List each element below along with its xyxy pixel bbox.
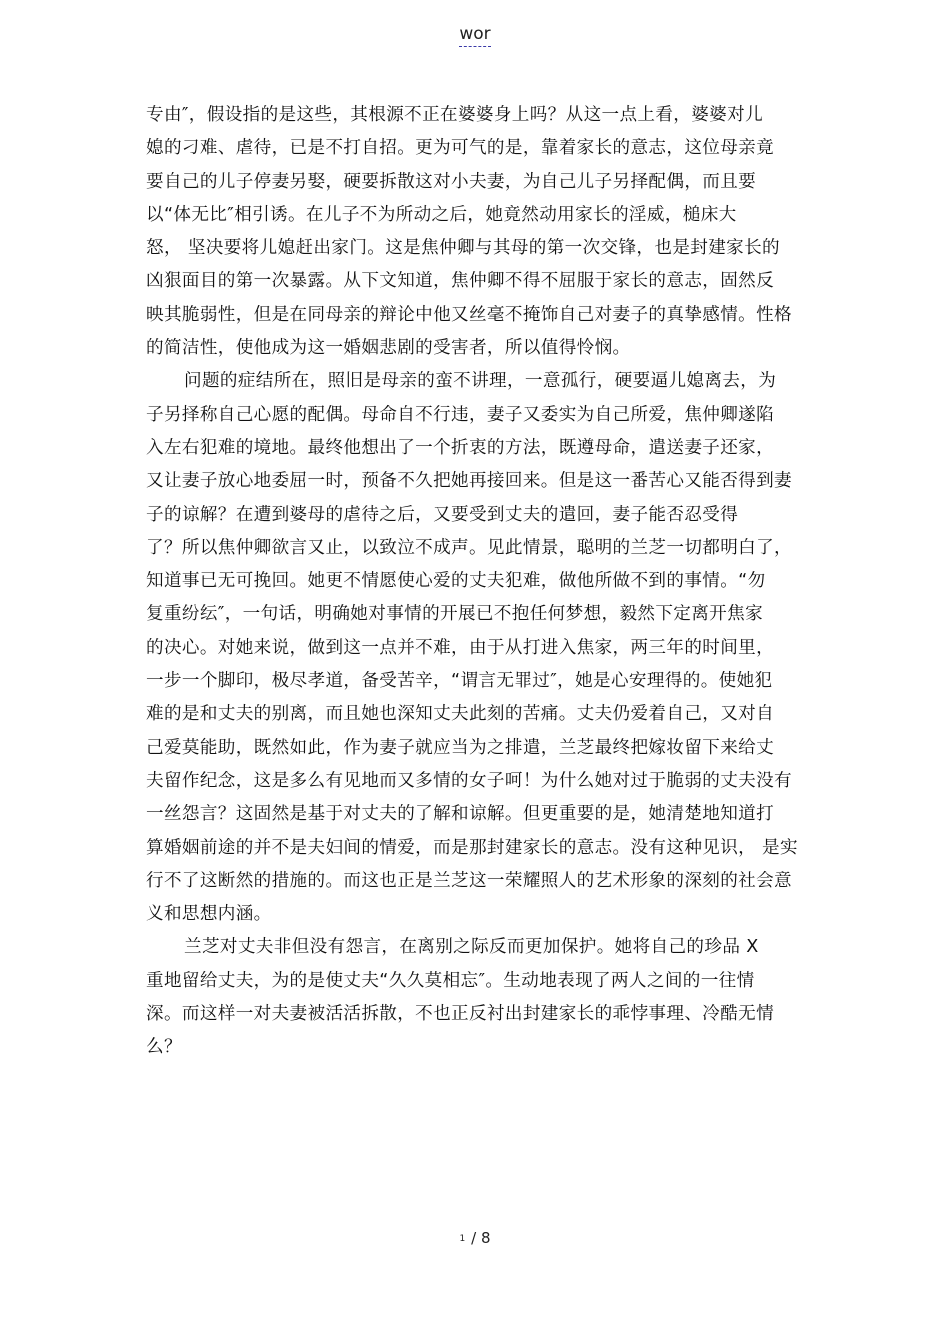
- text-line: 己爱莫能助，既然如此，作为妻子就应当为之排遣，兰芝最终把嫁妆留下来给丈: [146, 737, 775, 758]
- header-text: wor: [459, 24, 490, 47]
- text-line: 么？: [146, 1037, 182, 1058]
- text-line: 义和思想内涵。: [146, 904, 272, 925]
- text-line: 要自己的儿子停妻另娶，硬要拆散这对小夫妻，为自己儿子另择配偶，而且要: [146, 171, 757, 192]
- text-line: 映其脆弱性，但是在同母亲的辩论中他又丝毫不掩饰自己对妻子的真挚感情。性格: [146, 304, 792, 325]
- text-line: 子另择称自己心愿的配偶。母命自不行违，妻子又委实为自己所爱，焦仲卿遂陷: [146, 404, 775, 425]
- text-line: 以“体无比″相引诱。在儿子不为所动之后，她竟然动用家长的淫威，槌床大: [146, 204, 737, 225]
- text-line: 凶狠面目的第一次暴露。从下文知道，焦仲卿不得不屈服于家长的意志，固然反: [146, 271, 775, 292]
- text-line: 难的是和丈夫的别离，而且她也深知丈夫此刻的苦痛。丈夫仍爱着自己，又对自: [146, 704, 775, 725]
- paragraph-1: [146, 99, 818, 365]
- text-line: 夫留作纪念，这是多么有见地而又多情的女子呵！为什么她对过于脆弱的丈夫没有: [146, 770, 792, 791]
- text-line: 怒， 坚决要将儿媳赶出家门。这是焦仲卿与其母的第一次交锋，也是封建家长的: [146, 238, 780, 259]
- text-line: 算婚姻前途的并不是夫妇间的情爱，而是那封建家长的意志。没有这种见识， 是实: [146, 837, 798, 858]
- text-line: 专由″，假设指的是这些，其根源不正在婆婆身上吗？从这一点上看，婆婆对儿: [146, 105, 764, 125]
- text-line: 复重纷纭″，一句话，明确她对事情的开展已不抱任何梦想，毅然下定离开焦家: [146, 604, 764, 625]
- text-line: 子的谅解？在遭到婆母的虐待之后，又要受到丈夫的遣回，妻子能否忍受得: [146, 504, 739, 525]
- text-line: 问题的症结所在，照旧是母亲的蛮不讲理，一意孤行，硬要逼儿媳离去，为: [184, 371, 777, 392]
- total-pages: 8: [481, 1229, 491, 1247]
- text-line: 的决心。对她来说，做到这一点并不难，由于从打进入焦家，两三年的时间里，: [146, 637, 775, 658]
- text-line: 行不了这断然的措施的。而这也正是兰芝这一荣耀照人的艺术形象的深刻的社会意: [146, 870, 792, 891]
- text-line: 入左右犯难的境地。最终他想出了一个折衷的方法，既遵母命，遣送妻子还家，: [146, 437, 775, 458]
- text-line: 的简洁性，使他成为这一婚姻悲剧的受害者，所以值得怜悯。: [146, 338, 631, 359]
- text-line: 一丝怨言？这固然是基于对丈夫的了解和谅解。但更重要的是，她清楚地知道打: [146, 804, 775, 825]
- text-line: 重地留给丈夫，为的是使丈夫“久久莫相忘″。生动地表现了两人之间的一往情: [146, 970, 755, 991]
- text-line: 一步一个脚印，极尽孝道，备受苦辛，“谓言无罪过″，她是心安理得的。使她犯: [146, 671, 773, 692]
- text-line: 深。而这样一对夫妻被活活拆散，不也正反衬出封建家长的乖悖事理、冷酷无情: [146, 1004, 775, 1025]
- text-line: 媳的刁难、虐待，已是不打自招。更为可气的是，靠着家长的意志，这位母亲竟: [146, 138, 775, 159]
- page-header: [0, 24, 950, 47]
- document-body: [146, 99, 818, 1065]
- text-line: 又让妻子放心地委屈一时，预备不久把她再接回来。但是这一番苦心又能否得到妻: [146, 471, 792, 492]
- text-line: 知道事已无可挽回。她更不情愿使心爱的丈夫犯难，做他所做不到的事情。“勿: [146, 571, 766, 592]
- text-line: 兰芝对丈夫非但没有怨言，在离别之际反而更加保护。她将自己的珍品 X: [184, 937, 759, 958]
- text-line: 了？所以焦仲卿欲言又止，以致泣不成声。见此情景，聪明的兰芝一切都明白了，: [146, 537, 792, 558]
- paragraph-3: [146, 931, 818, 1064]
- paragraph-2: [146, 365, 818, 931]
- page-separator: /: [471, 1229, 477, 1247]
- current-page-number: 1: [459, 1234, 466, 1244]
- page-footer: [0, 1229, 950, 1247]
